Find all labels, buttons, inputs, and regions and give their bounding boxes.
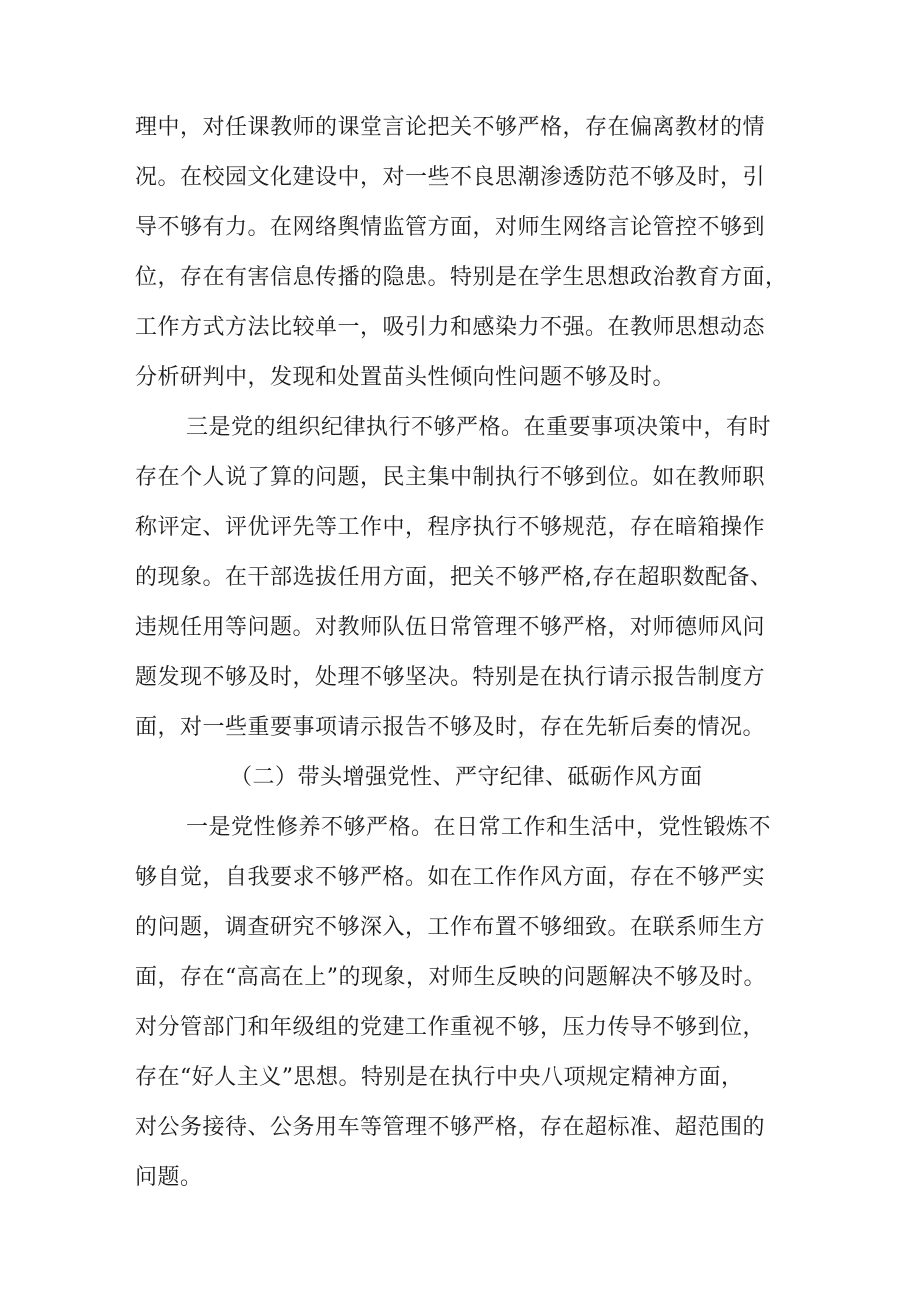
paragraph-2-line-5: 违规任用等问题。对教师队伍日常管理不够严格，对师德师风问 xyxy=(135,615,766,640)
paragraph-3-line-4: 面，存在“高高在上”的现象，对师生反映的问题解决不够及时。 xyxy=(135,965,766,990)
paragraph-3-line-2: 够自觉，自我要求不够严格。如在工作作风方面，存在不够严实 xyxy=(135,865,766,890)
paragraph-2-line-6: 题发现不够及时，处理不够坚决。特别是在执行请示报告制度方 xyxy=(135,665,766,690)
paragraph-3-line-5: 对分管部门和年级组的党建工作重视不够，压力传导不够到位， xyxy=(135,1015,766,1040)
paragraph-1-line-5: 工作方式方法比较单一，吸引力和感染力不强。在教师思想动态 xyxy=(135,315,766,340)
paragraph-3-line-3: 的问题，调查研究不够深入，工作布置不够细致。在联系师生方 xyxy=(135,915,766,940)
paragraph-1-line-2: 况。在校园文化建设中，对一些不良思潮渗透防范不够及时，引 xyxy=(135,165,766,190)
paragraph-1-line-1: 理中，对任课教师的课堂言论把关不够严格，存在偏离教材的情 xyxy=(135,115,766,140)
paragraph-2-line-1: 三是党的组织纪律执行不够严格。在重要事项决策中，有时 xyxy=(186,415,772,440)
paragraph-3-line-7: 对公务接待、公务用车等管理不够严格，存在超标准、超范围的 xyxy=(135,1115,766,1140)
section-heading: （二）带头增强党性、严守纪律、砥砺作风方面 xyxy=(230,765,703,790)
paragraph-2-line-4: 的现象。在干部选拔任用方面，把关不够严格,存在超职数配备、 xyxy=(135,565,773,590)
paragraph-3-line-1: 一是党性修养不够严格。在日常工作和生活中，党性锻炼不 xyxy=(186,815,772,840)
paragraph-2-line-3: 称评定、评优评先等工作中，程序执行不够规范，存在暗箱操作 xyxy=(135,515,766,540)
paragraph-1-line-3: 导不够有力。在网络舆情监管方面，对师生网络言论管控不够到 xyxy=(135,215,766,240)
paragraph-3-line-6: 存在“好人主义”思想。特别是在执行中央八项规定精神方面， xyxy=(135,1065,744,1090)
paragraph-2-line-7: 面，对一些重要事项请示报告不够及时，存在先斩后奏的情况。 xyxy=(135,715,766,740)
paragraph-1-line-6: 分析研判中，发现和处置苗头性倾向性问题不够及时。 xyxy=(135,365,676,390)
paragraph-3-line-8: 问题。 xyxy=(135,1165,203,1190)
paragraph-2-line-2: 存在个人说了算的问题，民主集中制执行不够到位。如在教师职 xyxy=(135,465,766,490)
paragraph-1-line-4: 位，存在有害信息传播的隐患。特别是在学生思想政治教育方面， xyxy=(135,265,788,290)
